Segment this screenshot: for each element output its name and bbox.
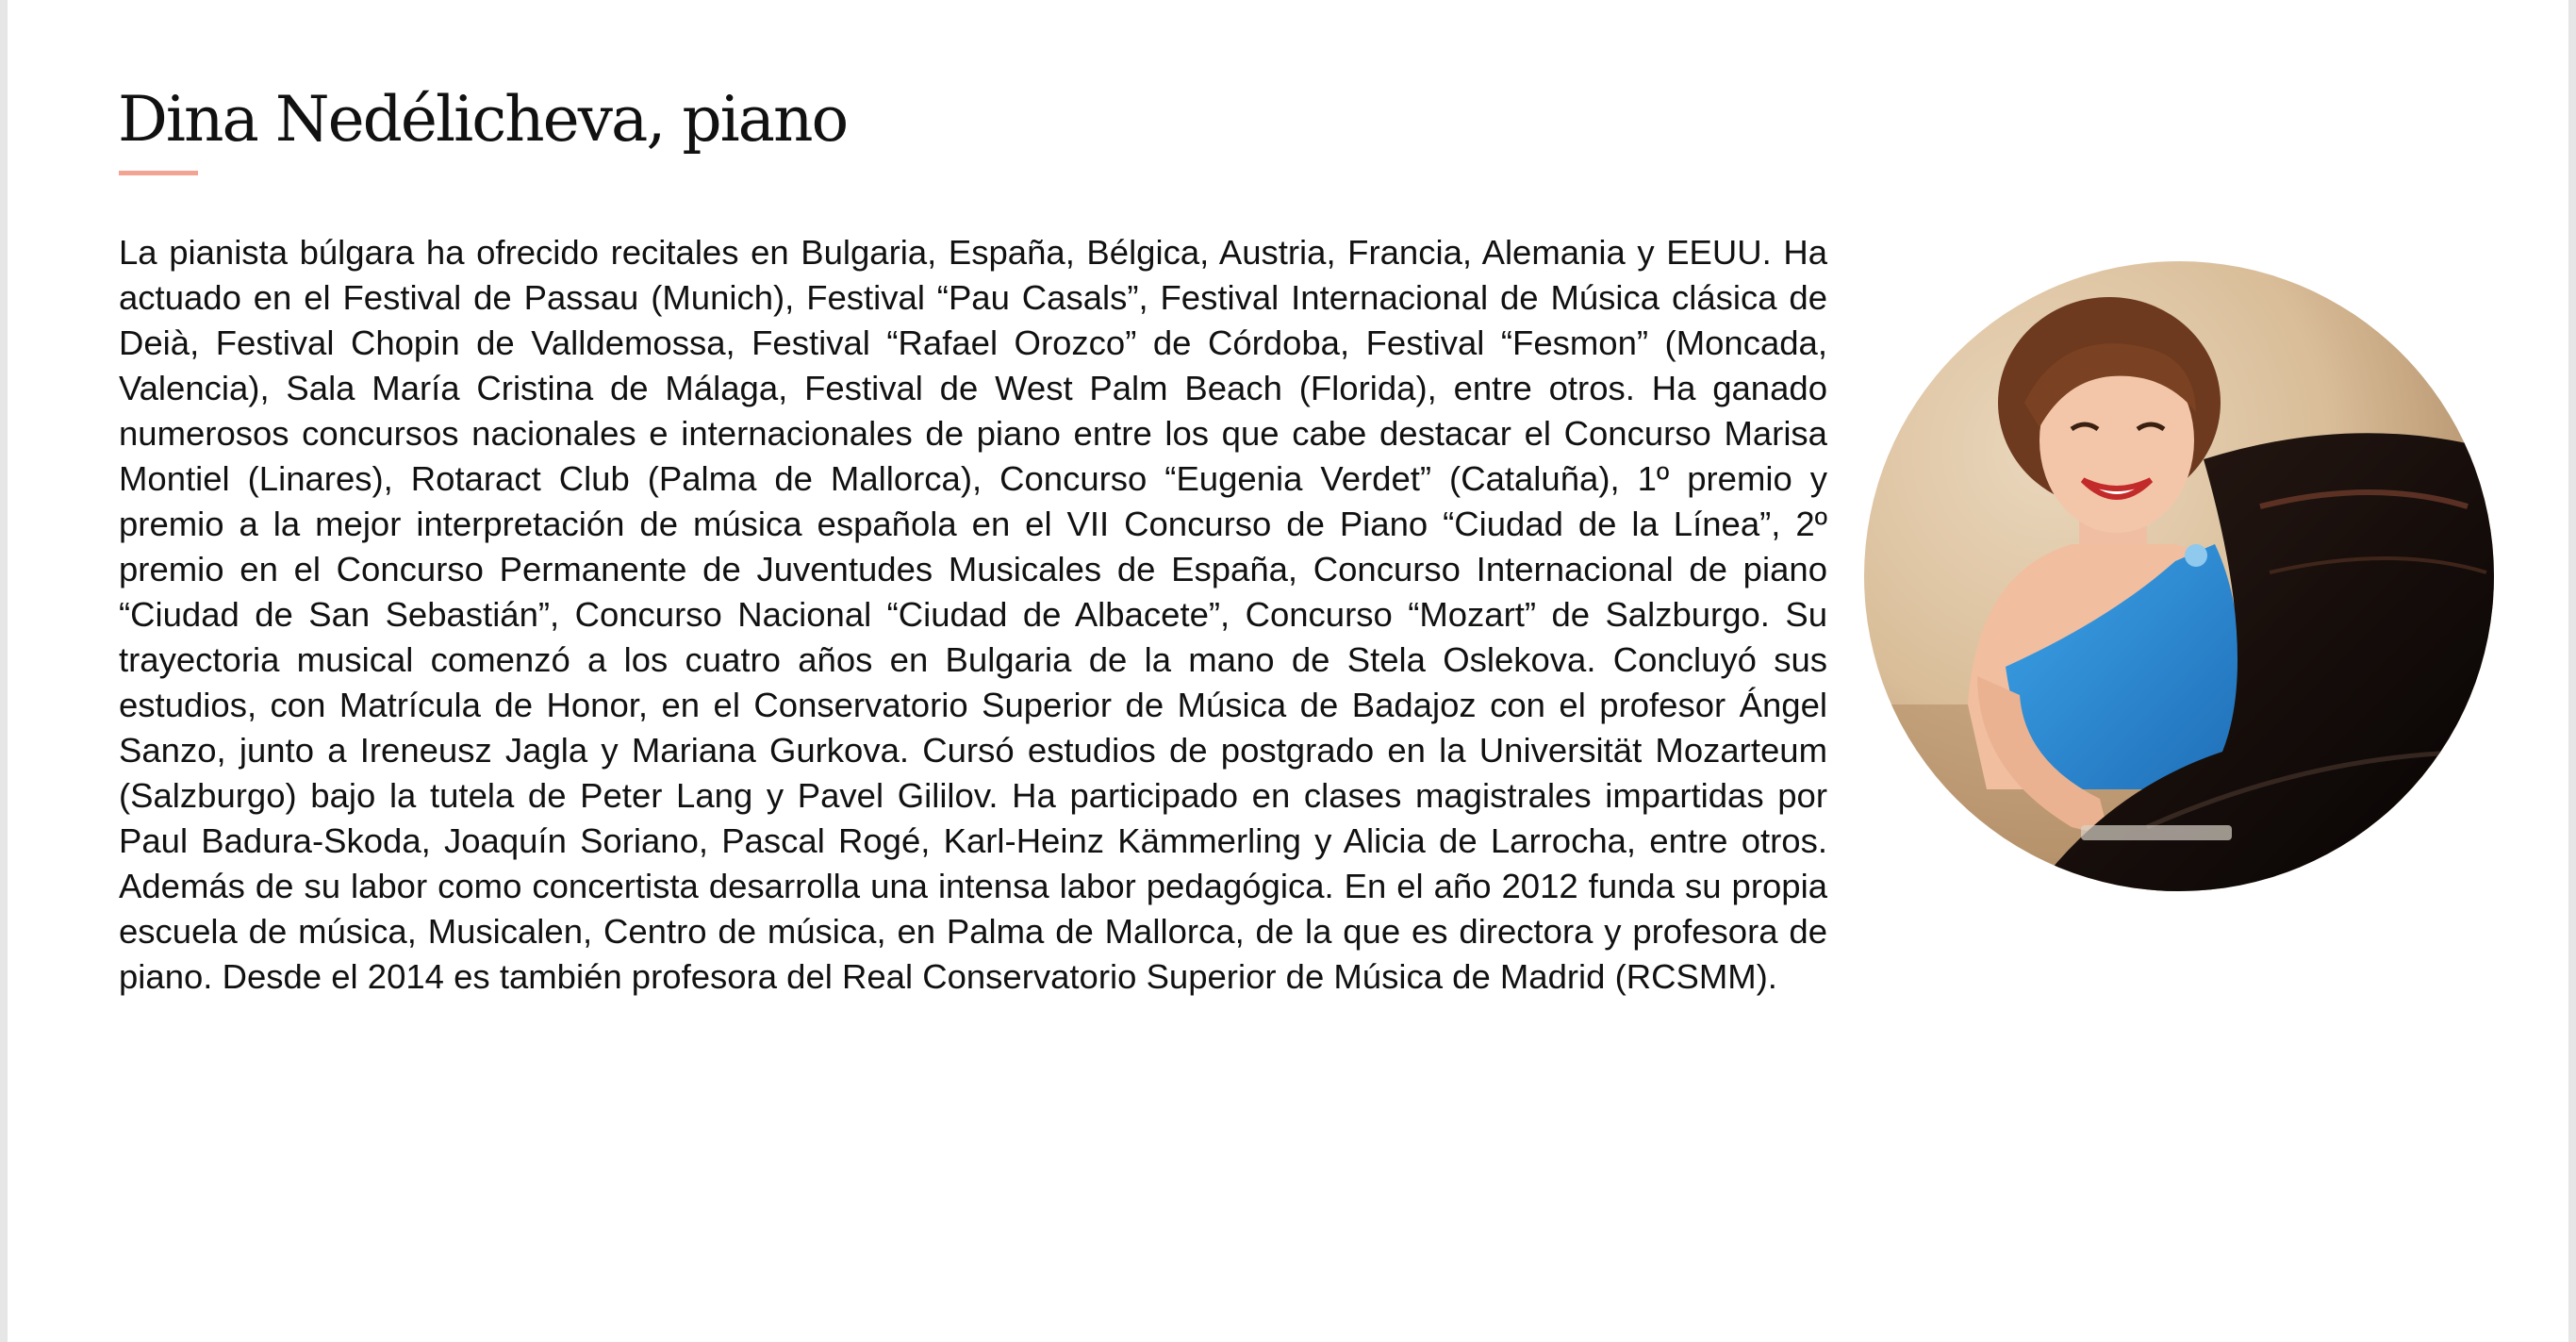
pianist-portrait-image xyxy=(1864,261,2494,891)
page-edge-right xyxy=(2568,0,2576,1342)
page-title: Dina Nedélicheva, piano xyxy=(118,83,848,156)
title-underline xyxy=(119,171,198,175)
page-edge-left xyxy=(0,0,8,1342)
biography-text: La pianista búlgara ha ofrecido recitales en Bulgaria, España, Bélgica, Austria, Francia, Alemania y EEUU. Ha actuado en el Festival de Passau (Munich), Festival “Pau Casals”, Festival Internacional de Música clásica de Deià, Festival Chopin de Valldemossa, Festival “Rafael Orozco” de Córdoba, Festival “Fesmon” (Moncada, Valencia), Sala María Cristina de Málaga, Festival de West Palm Beach (Florida), entre otros. Ha ganado numerosos concursos nacionales e internacionales de piano entre los que cabe destacar el Concurso Marisa Montiel (Linares), Rotaract Club (Palma de Mallorca), Concurso “Eugenia Verdet” (Cataluña), 1º premio y premio a la mejor interpretación de música española en el VII Concurso de Piano “Ciudad de la Línea”, 2º premio en el Concurso Permanente de Juventudes Musicales de España, Concurso Internacional de piano “Ciudad de San Sebastián”, Concurso Nacional “Ciudad de Albacete”, Concurso “Mozart” de Salzburgo. Su trayectoria musical comenzó a los cuatro años en Bulgaria de la mano de Stela Oslekova. Concluyó sus estudios, con Matrícula de Honor, en el Conservatorio Superior de Música de Badajoz con el profesor Ángel Sanzo, junto a Ireneusz Jagla y Mariana Gurkova. Cursó estudios de postgrado en la Universität Mozarteum (Salzburgo) bajo la tutela de Peter Lang y Pavel Gililov. Ha participado en clases magistrales impartidas por Paul Badura-Skoda, Joaquín Soriano, Pascal Rogé, Karl-Heinz Kämmerling y Alicia de Larrocha, entre otros. Además de su labor como concertista desarrolla una intensa labor pedagógica. En el año 2012 funda su propia escuela de música, Musicalen, Centro de música, en Palma de Mallorca, de la que es directora y profesora de piano. Desde el 2014 es también profesora del Real Conservatorio Superior de Música de Madrid (RCSMM). xyxy=(119,233,1827,996)
portrait-photo xyxy=(1864,261,2494,891)
